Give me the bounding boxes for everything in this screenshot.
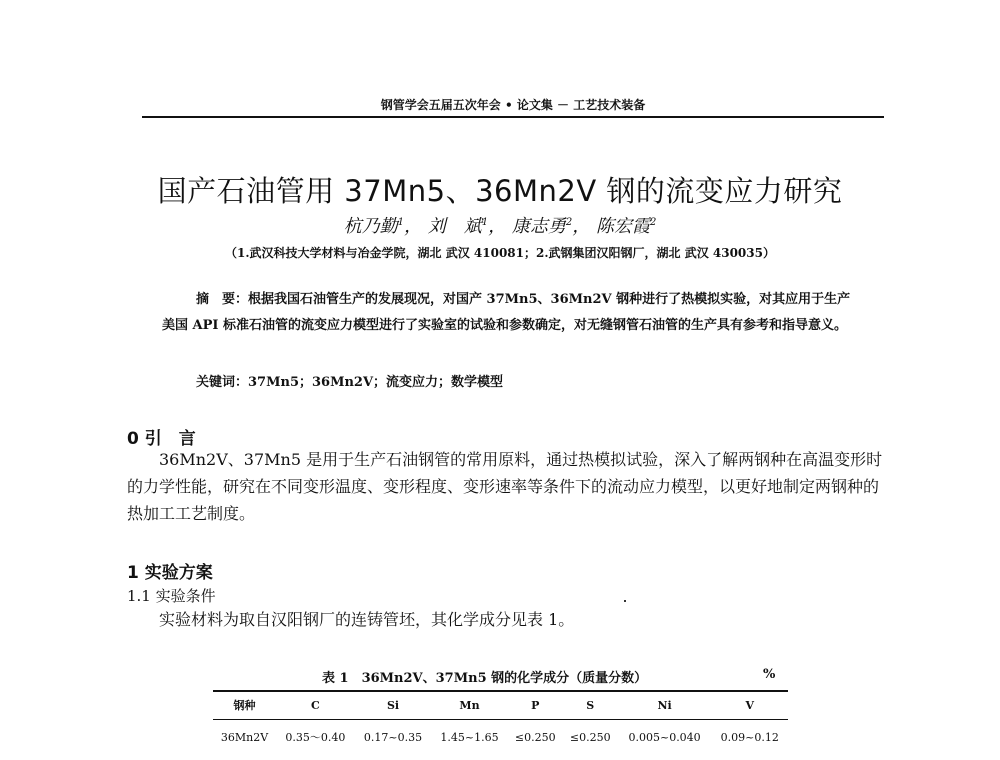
author-affil-mark: 2 (649, 217, 657, 228)
composition-table (213, 690, 788, 755)
table-caption: 表 1 36Mn2V、37Mn5 钢的化学成分（质量分数） (322, 671, 648, 686)
header-conference: 钢管学会五届五次年会 (380, 98, 501, 112)
table-cell: ≤0.250 (569, 730, 611, 744)
abstract-label: 摘 要： (196, 292, 249, 307)
author-name: 康志勇 (511, 216, 566, 237)
running-header (142, 96, 884, 118)
experiment-paragraph: 实验材料为取自汉阳钢厂的连铸管坯，其化学成分见表 1。 (159, 610, 575, 629)
keywords (196, 371, 503, 390)
author-affil-mark: 1 (397, 217, 405, 228)
table-header-cell: Ni (618, 691, 712, 719)
table-cell: 0.09~0.12 (720, 730, 779, 744)
affiliation: （1.武汉科技大学材料与冶金学院，湖北 武汉 410081；2.武钢集团汉阳钢厂，湖北 武汉 430035） (225, 246, 775, 260)
author-name: 刘 斌 (427, 216, 482, 237)
author-name: 陈宏霞 (595, 216, 650, 237)
keywords-text: 37Mn5；36Mn2V；流变应力；数学模型 (248, 375, 504, 390)
table-cell: 0.005~0.040 (628, 730, 701, 744)
author-affil-mark: 1 (481, 217, 489, 228)
table-cell: 36Mn2V (220, 730, 269, 744)
subsection-heading: 1.1 实验条件 (127, 587, 216, 605)
table-unit: % (763, 667, 776, 682)
paper-title: 国产石油管用 37Mn5、36Mn2V 钢的流变应力研究 (157, 174, 843, 209)
table-header-cell: Mn (431, 691, 508, 719)
author-name: 杭乃勤 (343, 216, 398, 237)
abstract (162, 287, 862, 339)
table-header-cell: V (711, 691, 788, 719)
intro-paragraph: 36Mn2V、37Mn5 是用于生产石油钢管的常用原料，通过热模拟试验，深入了解两钢种在高温变形时的力学性能，研究在不同变形温度、变形程度、变形速率等条件下的流动应力模型，以更好地制定两钢种的热加工工艺制度。 (127, 450, 883, 523)
table-header-cell: S (563, 691, 618, 719)
table-cell: 0.35～0.40 (285, 731, 346, 745)
section-heading-intro: 0 引 言 (127, 429, 196, 449)
table-header-cell: Si (355, 691, 432, 719)
table-header-cell: 钢种 (213, 691, 276, 719)
author-affil-mark: 2 (565, 217, 573, 228)
table-header-cell: C (276, 691, 355, 719)
header-separator: • (504, 98, 513, 112)
speck (624, 600, 626, 602)
table-cell: ≤0.250 (514, 730, 556, 744)
abstract-text: 根据我国石油管生产的发展现况，对国产 37Mn5、36Mn2V 钢种进行了热模拟实验，对其应用于生产美国 API 标准石油管的流变应力模型进行了实验室的试验和参数确定，对无缝钢管石油管的生产具有参考和指导意义。 (162, 292, 851, 333)
section-heading-experiment: 1 实验方案 (127, 563, 213, 583)
table-cell: 0.17~0.35 (363, 730, 423, 744)
keywords-label: 关键词： (196, 375, 249, 390)
table-header-cell: P (508, 691, 563, 719)
header-proceedings: 论文集 － 工艺技术装备 (516, 98, 646, 112)
author-list: 杭乃勤$^1$， 刘 斌$^1$， 康志勇$^2$， 陈宏霞$^2$ (343, 216, 657, 237)
table-cell: 1.45~1.65 (440, 730, 499, 744)
table-header-row (213, 691, 788, 719)
table-row (213, 719, 788, 755)
